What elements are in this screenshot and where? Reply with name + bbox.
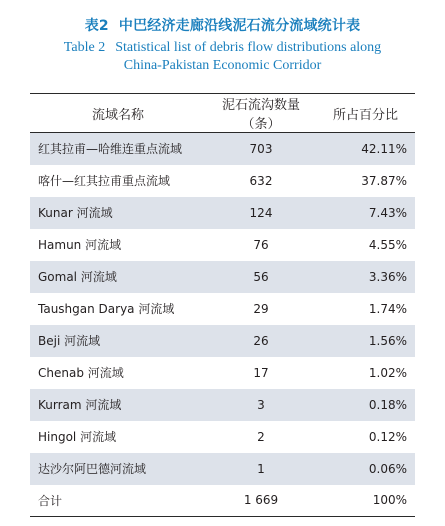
table-caption — [0, 0, 445, 75]
table-body — [30, 133, 415, 517]
basin-name: 喀什—红其拉甫重点流域 — [38, 174, 171, 188]
flow-percent: 7.43% — [368, 205, 407, 220]
header-percent: 所占百分比 — [316, 94, 415, 133]
caption-en-line-1 — [0, 39, 445, 57]
basin-name: 达沙尔阿巴德河流域 — [38, 462, 147, 476]
basin-name: Taushgan Darya 河流域 — [38, 302, 175, 316]
caption-en — [0, 39, 445, 75]
table-row — [30, 357, 415, 389]
caption-en-title-1: Statistical list of debris flow distributions along — [115, 40, 382, 55]
total-count: 1 669 — [206, 485, 316, 517]
flow-count: 29 — [253, 301, 269, 316]
flow-percent: 4.55% — [368, 237, 407, 252]
caption-zh-title: 中巴经济走廊沿线泥石流分流域统计表 — [118, 18, 361, 34]
header-row — [30, 94, 415, 133]
total-row — [30, 485, 415, 517]
caption-zh-number: 表2 — [84, 18, 109, 34]
basin-name: Hingol 河流域 — [38, 430, 117, 444]
flow-count: 703 — [249, 141, 273, 156]
table-row — [30, 421, 415, 453]
flow-percent: 37.87% — [361, 173, 407, 188]
total-label: 合计 — [30, 485, 206, 517]
basin-name: 红其拉甫—哈维连重点流域 — [38, 142, 183, 157]
table-row — [30, 133, 415, 165]
table-row — [30, 261, 415, 293]
flow-count: 1 — [257, 461, 265, 476]
table-row — [30, 197, 415, 229]
basin-name: Chenab 河流域 — [38, 366, 124, 380]
debris-flow-table — [30, 93, 415, 517]
caption-zh — [0, 0, 445, 39]
flow-count: 3 — [257, 397, 265, 412]
flow-count: 26 — [253, 333, 269, 348]
flow-count: 632 — [249, 173, 273, 188]
table-row — [30, 229, 415, 261]
table-row — [30, 453, 415, 485]
flow-count: 2 — [257, 429, 265, 444]
table-row — [30, 165, 415, 197]
header-count: 泥石流沟数量（条） — [206, 94, 316, 133]
basin-name: Beji 河流域 — [38, 334, 101, 348]
basin-name: Kunar 河流域 — [38, 206, 113, 220]
header-basin: 流域名称 — [30, 94, 206, 133]
basin-name: Hamun 河流域 — [38, 238, 122, 252]
flow-count: 56 — [253, 269, 269, 284]
flow-percent: 1.02% — [368, 365, 407, 380]
flow-percent: 42.11% — [361, 141, 407, 156]
flow-count: 124 — [249, 205, 273, 220]
total-percent: 100% — [316, 485, 415, 517]
flow-percent: 0.12% — [368, 429, 407, 444]
table-row — [30, 325, 415, 357]
flow-percent: 1.56% — [368, 333, 407, 348]
table-row — [30, 389, 415, 421]
flow-percent: 1.74% — [368, 301, 407, 316]
basin-name: Gomal 河流域 — [38, 270, 117, 284]
caption-en-number: Table 2 — [63, 40, 106, 55]
table-row — [30, 293, 415, 325]
flow-count: 76 — [253, 237, 269, 252]
basin-name: Kurram 河流域 — [38, 398, 122, 412]
flow-percent: 3.36% — [368, 269, 407, 284]
table-header — [30, 94, 415, 133]
caption-en-line-2: China-Pakistan Economic Corridor — [123, 58, 322, 73]
flow-percent: 0.06% — [368, 461, 407, 476]
flow-count: 17 — [253, 365, 269, 380]
flow-percent: 0.18% — [368, 397, 407, 412]
